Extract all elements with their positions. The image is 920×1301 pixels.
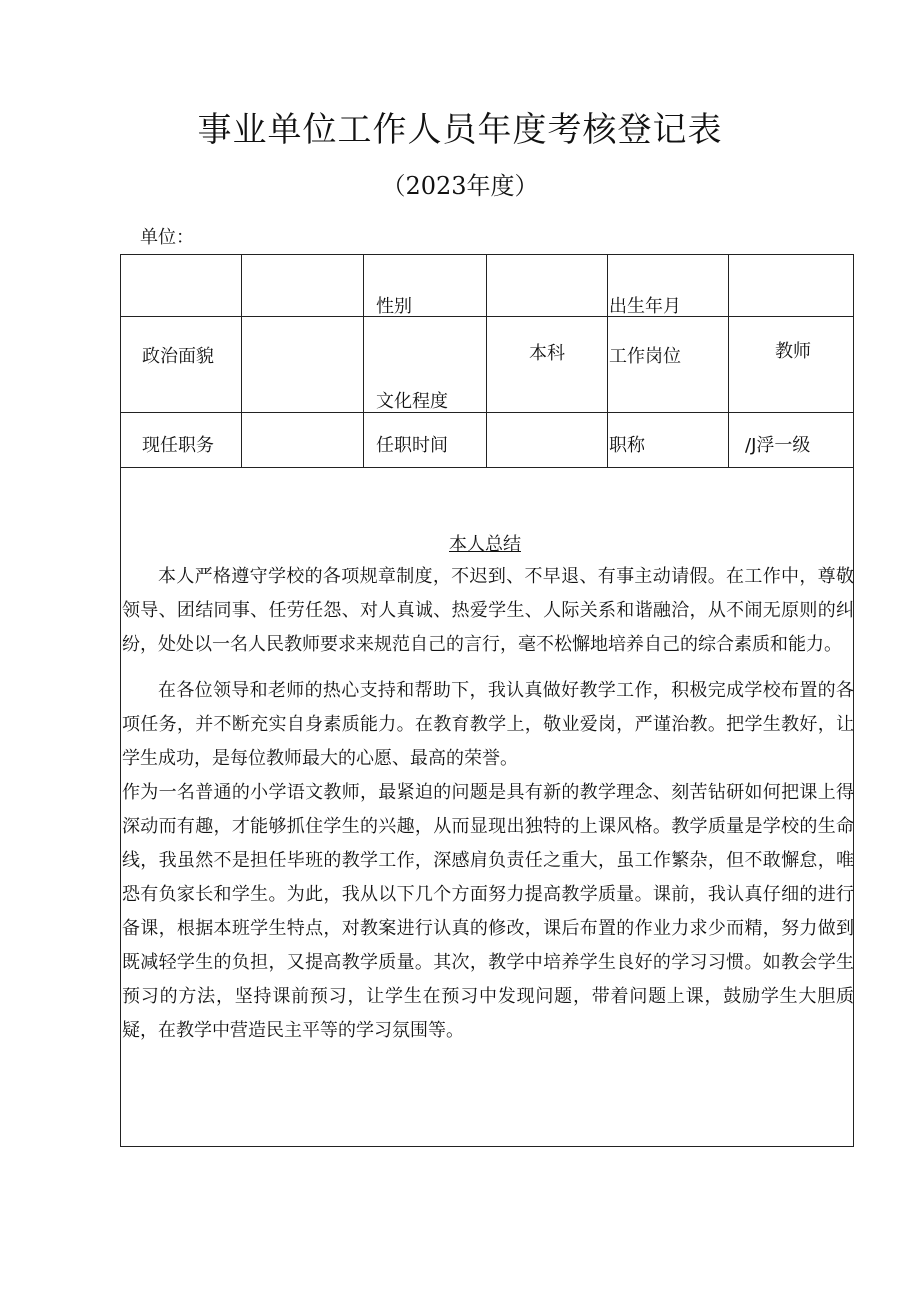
- row-divider: [120, 412, 854, 413]
- column-divider: [363, 254, 364, 468]
- unit-label: 单位：: [140, 227, 194, 248]
- row-divider: [120, 467, 854, 468]
- table-border-top: [120, 254, 854, 255]
- birth-date-label: 出生年月: [609, 296, 681, 317]
- column-divider: [607, 254, 608, 468]
- table-border-bottom: [120, 1146, 854, 1147]
- row-divider: [120, 316, 854, 317]
- professional-title-value: /J浮一级: [745, 435, 811, 456]
- summary-heading: 本人总结: [449, 534, 521, 555]
- professional-title-label: 职称: [609, 435, 645, 456]
- column-divider: [486, 254, 487, 468]
- summary-paragraph: 本人严格遵守学校的各项规章制度，不迟到、不早退、有事主动请假。在工作中，尊敬领导、团结同事、任劳任怨、对人真诚、热爱学生、人际关系和谐融洽，从不闹无原则的纠纷，处处以一名人民教师要求来规范自己的言行，毫不松懈地培养自己的综合素质和能力。: [122, 566, 854, 655]
- job-post-label: 工作岗位: [609, 346, 681, 367]
- education-level-value: 本科: [529, 343, 565, 364]
- current-position-label: 现任职务: [142, 435, 214, 456]
- summary-body: [122, 560, 854, 1048]
- political-status-label: 政治面貌: [142, 346, 214, 367]
- education-level-label: 文化程度: [376, 391, 448, 412]
- tenure-label: 任职时间: [376, 435, 448, 456]
- job-post-value: 教师: [775, 341, 811, 362]
- page-title: 事业单位工作人员年度考核登记表: [197, 110, 723, 150]
- gender-label: 性别: [376, 296, 412, 317]
- table-border-left: [120, 254, 121, 1147]
- column-divider: [728, 254, 729, 468]
- summary-paragraph: 在各位领导和老师的热心支持和帮助下，我认真做好教学工作，积极完成学校布置的各项任务，并不断充实自身素质能力。在教育教学上，敬业爱岗，严谨治教。把学生教好，让学生成功，是每位教师最大的心愿、最高的荣誉。: [122, 680, 854, 769]
- column-divider: [241, 254, 242, 468]
- year-subtitle: （2023年度）: [381, 172, 539, 200]
- summary-paragraph: 作为一名普通的小学语文教师，最紧迫的问题是具有新的教学理念、刻苦钻研如何把课上得深动而有趣，才能够抓住学生的兴趣，从而显现出独特的上课风格。教学质量是学校的生命线，我虽然不是担任毕班的教学工作，深感肩负责任之重大，虽工作繁杂，但不敢懈怠，唯恐有负家长和学生。为此，我从以下几个方面努力提高教学质量。课前，我认真仔细的进行备课，根据本班学生特点，对教案进行认真的修改，课后布置的作业力求少而精，努力做到既减轻学生的负担，又提高教学质量。其次，教学中培养学生良好的学习习惯。如教会学生预习的方法，坚持课前预习，让学生在预习中发现问题，带着问题上课，鼓励学生大胆质疑，在教学中营造民主平等的学习氛围等。: [122, 782, 854, 1041]
